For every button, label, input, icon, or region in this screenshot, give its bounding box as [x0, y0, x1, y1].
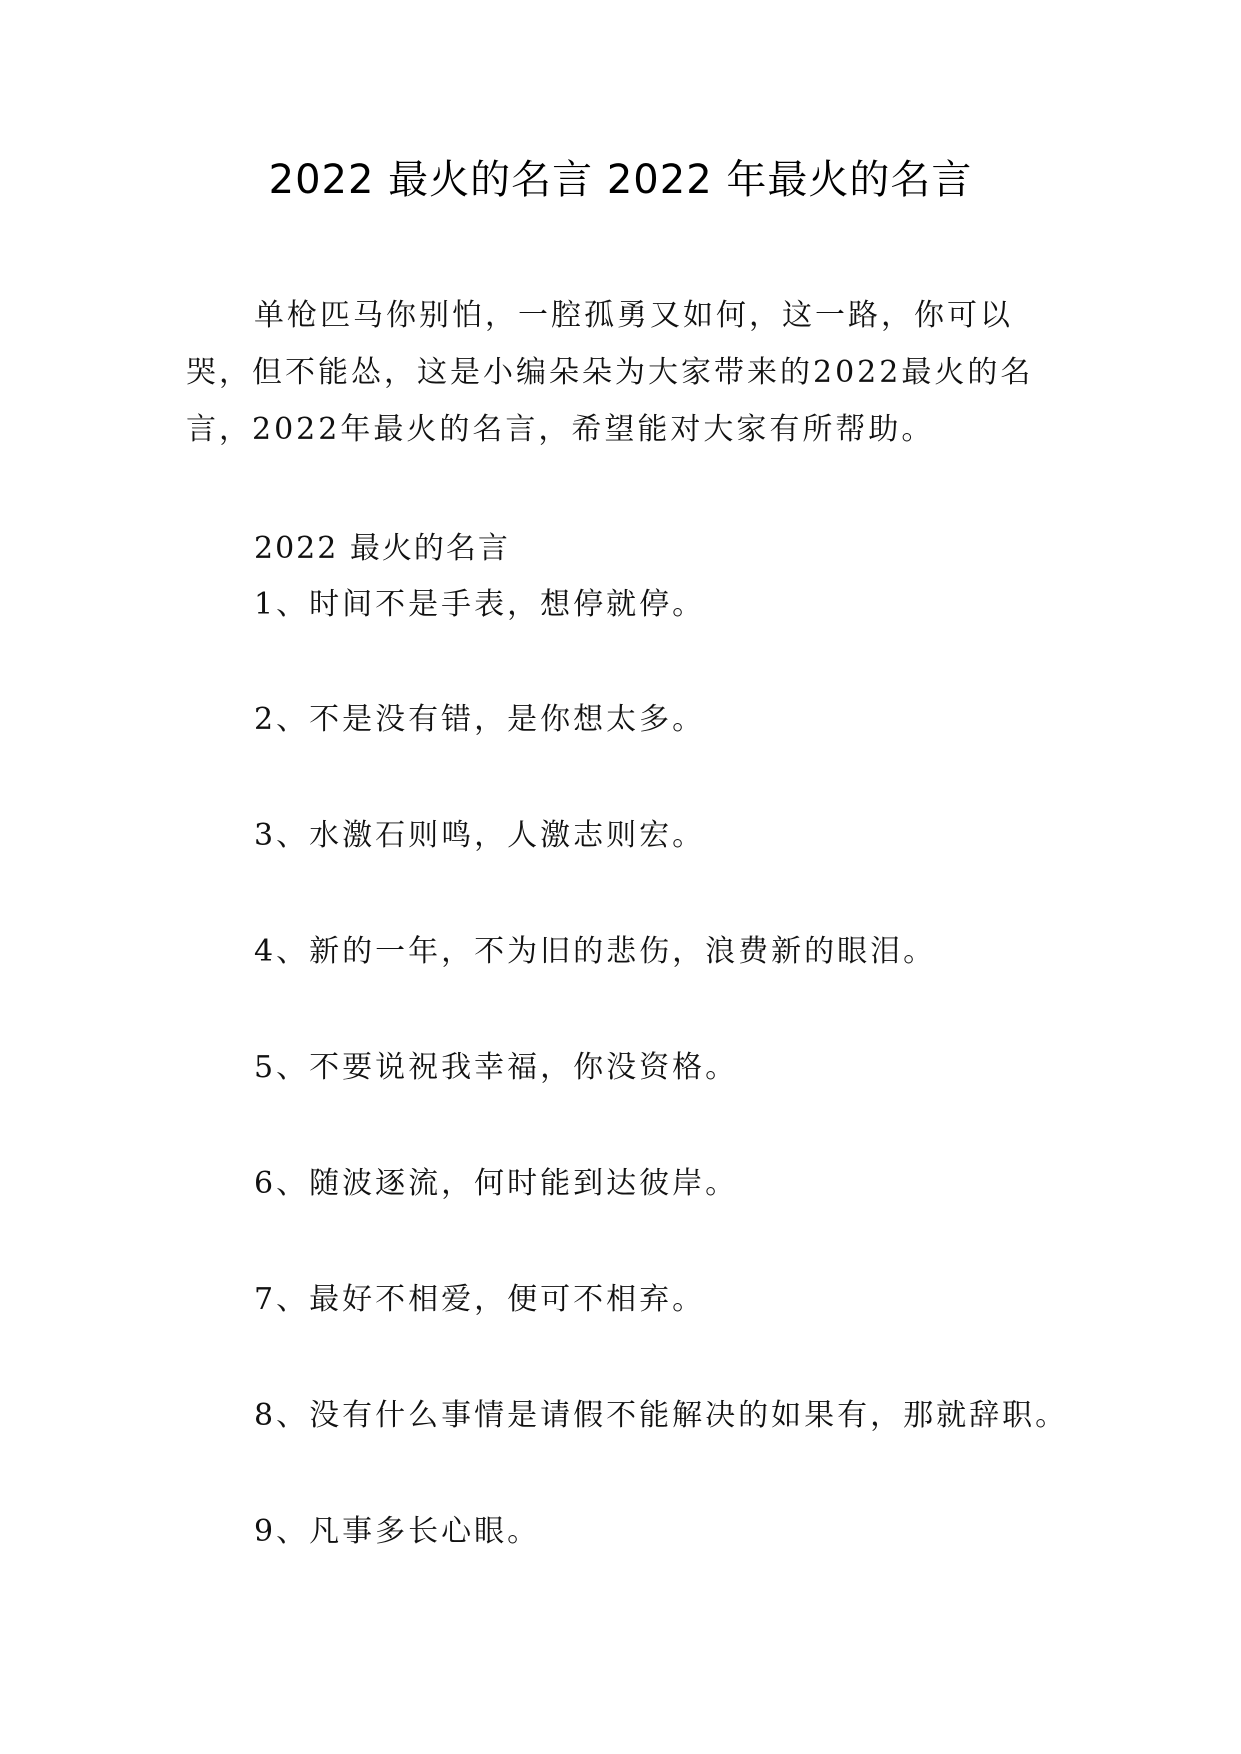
quote-item: 7、最好不相爱，便可不相弃。	[254, 1282, 706, 1317]
quote-item: 5、不要说祝我幸福，你没资格。	[254, 1050, 739, 1085]
quote-item: 8、没有什么事情是请假不能解决的如果有，那就辞职。	[254, 1398, 1069, 1433]
section-heading: 2022 最火的名言	[254, 531, 510, 566]
quote-item: 9、凡事多长心眼。	[254, 1514, 541, 1549]
quote-item: 6、随波逐流，何时能到达彼岸。	[254, 1166, 739, 1201]
quote-item: 2、不是没有错，是你想太多。	[254, 702, 706, 737]
quote-item: 4、新的一年，不为旧的悲伤，浪费新的眼泪。	[254, 934, 937, 969]
quote-item: 1、时间不是手表，想停就停。	[254, 587, 706, 622]
intro-paragraph: 单枪匹马你别怕，一腔孤勇又如何，这一路，你可以哭，但不能怂，这是小编朵朵为大家带来的2022最火的名言，2022年最火的名言，希望能对大家有所帮助。	[186, 298, 1034, 447]
document-title: 2022 最火的名言 2022 年最火的名言	[268, 157, 973, 203]
quote-item: 3、水激石则鸣，人激志则宏。	[254, 818, 706, 853]
